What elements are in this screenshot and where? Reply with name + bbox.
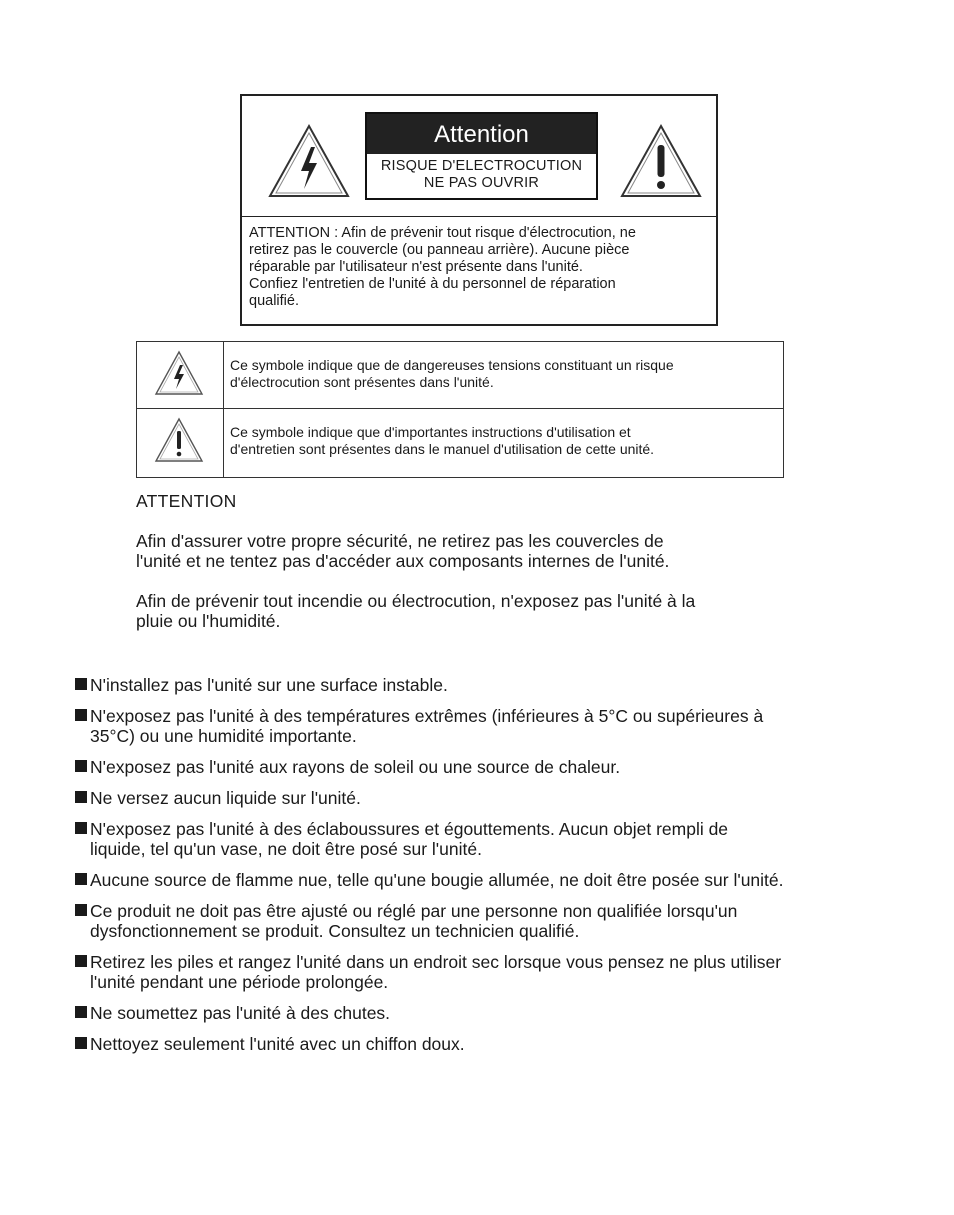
symbol-cell xyxy=(137,342,224,408)
caution-label-title: Attention xyxy=(367,114,596,154)
symbol-table xyxy=(136,341,784,478)
warning-label-text: ATTENTION : Afin de prévenir tout risque d'électrocution, ne retirez pas le couvercle (ou panneau arrière). Aucune pièce réparable par l'utilisateur n'est présente dans l'unité. Confiez l'entretien de l'unité à du personnel de réparation qualifié. xyxy=(249,225,636,309)
square-bullet-icon xyxy=(75,1037,87,1049)
list-item: N'installez pas l'unité sur une surface instable. xyxy=(75,675,448,695)
list-item: Ce produit ne doit pas être ajusté ou réglé par une personne non qualifiée lorsqu'un dysfonctionnement se produit. Consultez un technicien qualifié. xyxy=(75,901,737,941)
lightning-warning-icon xyxy=(154,350,204,396)
square-bullet-icon xyxy=(75,791,87,803)
symbol-description: Ce symbole indique que de dangereuses tensions constituant un risque d'électrocution sont présentes dans l'unité. xyxy=(230,357,674,390)
symbol-row-exclamation xyxy=(137,408,783,478)
square-bullet-icon xyxy=(75,904,87,916)
attention-paragraph-1: Afin d'assurer votre propre sécurité, ne retirez pas les couvercles de l'unité et ne tentez pas d'accéder aux composants internes de l'unité. xyxy=(136,531,670,571)
list-item: Aucune source de flamme nue, telle qu'une bougie allumée, ne doit être posée sur l'unité. xyxy=(75,870,784,890)
square-bullet-icon xyxy=(75,873,87,885)
square-bullet-icon xyxy=(75,955,87,967)
caution-label-subtitle: RISQUE D'ELECTROCUTION NE PAS OUVRIR xyxy=(380,158,583,191)
symbol-description: Ce symbole indique que d'importantes instructions d'utilisation et d'entretien sont présentes dans le manuel d'utilisation de cette unité. xyxy=(230,424,655,457)
caution-label xyxy=(365,112,598,200)
list-item: N'exposez pas l'unité aux rayons de soleil ou une source de chaleur. xyxy=(75,757,620,777)
attention-heading: ATTENTION xyxy=(136,491,237,511)
square-bullet-icon xyxy=(75,709,87,721)
list-item: N'exposez pas l'unité à des éclaboussures et égouttements. Aucun objet rempli de liquide, tel qu'un vase, ne doit être posé sur l'unité. xyxy=(75,819,728,859)
warning-label-header-area xyxy=(242,96,716,217)
list-item: N'exposez pas l'unité à des températures extrêmes (inférieures à 5°C ou supérieures à 35°C) ou une humidité importante. xyxy=(75,706,763,746)
list-item: Ne versez aucun liquide sur l'unité. xyxy=(75,788,361,808)
symbol-cell xyxy=(137,408,224,478)
symbol-row-lightning xyxy=(137,342,783,409)
list-item: Nettoyez seulement l'unité avec un chiffon doux. xyxy=(75,1034,465,1054)
list-item: Retirez les piles et rangez l'unité dans un endroit sec lorsque vous pensez ne plus utiliser l'unité pendant une période prolongée. xyxy=(75,952,781,992)
lightning-warning-icon xyxy=(267,123,351,199)
square-bullet-icon xyxy=(75,678,87,690)
list-item: Ne soumettez pas l'unité à des chutes. xyxy=(75,1003,390,1023)
exclamation-warning-icon xyxy=(619,123,703,199)
exclamation-warning-icon xyxy=(154,417,204,463)
square-bullet-icon xyxy=(75,822,87,834)
square-bullet-icon xyxy=(75,1006,87,1018)
square-bullet-icon xyxy=(75,760,87,772)
attention-paragraph-2: Afin de prévenir tout incendie ou électrocution, n'exposez pas l'unité à la pluie ou l'humidité. xyxy=(136,591,696,631)
warning-label-box xyxy=(240,94,718,326)
